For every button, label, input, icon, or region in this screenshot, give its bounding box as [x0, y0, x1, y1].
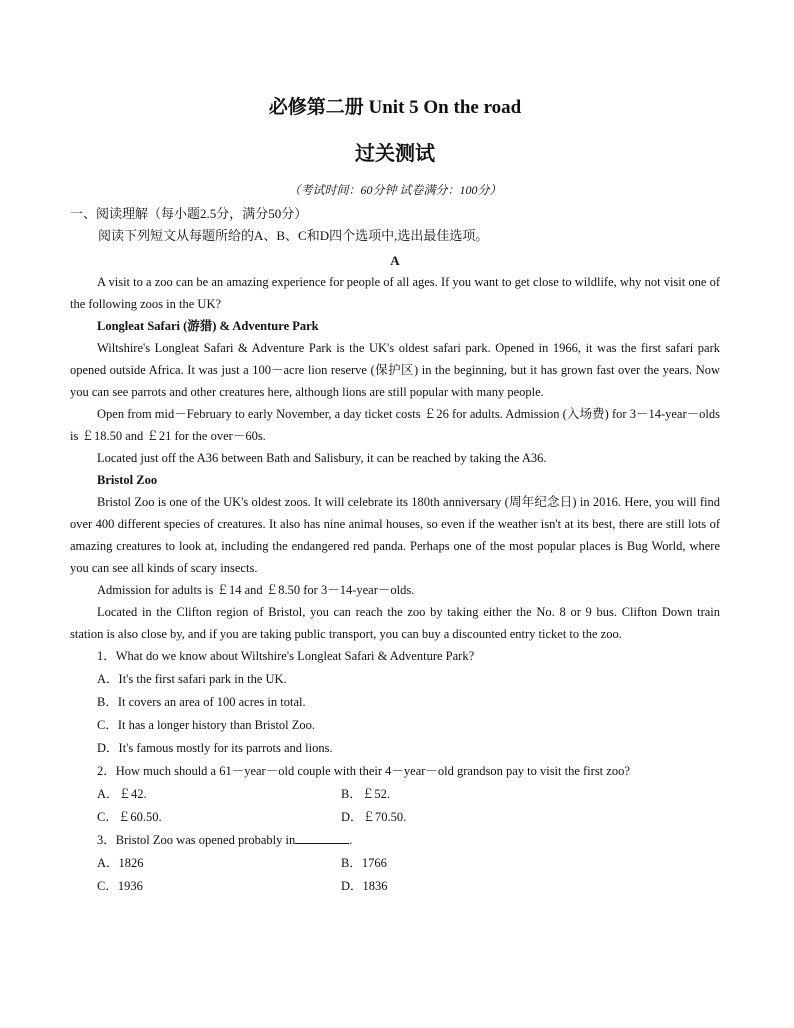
document-page	[70, 95, 720, 898]
longleat-paragraph-1: Wiltshire's Longleat Safari & Adventure Park is the UK's oldest safari park. Opened in 1966, it was the first safari park opened outside Africa. It was just a 100－acre lion reserve (保护区) in the beginning, but it has grown fast over the years. Now you can see parrots and other creatures here, although lions are still popular with many people.	[70, 341, 720, 399]
question-2-options-row-2	[70, 806, 720, 829]
section-instruction: 阅读下列短文从每题所给的A、B、C和D四个选项中,选出最佳选项。	[98, 228, 489, 243]
longleat-paragraph-3: Located just off the A36 between Bath and Salisbury, it can be reached by taking the A36.	[97, 451, 547, 465]
bristol-heading: Bristol Zoo	[97, 473, 158, 487]
question-3-option-d: D．1836	[341, 879, 388, 893]
question-3-option-b: B．1766	[341, 856, 387, 870]
longleat-paragraph-2: Open from mid－February to early November, a day ticket costs ￡26 for adults. Admission (入场费) for 3－14-year－olds is ￡18.50 and ￡21 for the over－60s.	[70, 407, 720, 443]
section-heading: 一、阅读理解（每小题2.5分，满分50分）	[70, 206, 308, 221]
question-2-stem: 2．How much should a 61－year－old couple with their 4－year－old grandson pay to visit the first zoo?	[97, 764, 630, 778]
question-1-stem: 1．What do we know about Wiltshire's Longleat Safari & Adventure Park?	[97, 649, 475, 663]
question-3-option-a: A．1826	[97, 856, 144, 870]
answer-blank	[295, 829, 349, 844]
question-3-stem-end: .	[349, 833, 353, 847]
question-3-stem-line	[70, 829, 720, 852]
question-1-option-c: C．It has a longer history than Bristol Zoo.	[97, 718, 316, 732]
question-1-option-b: B．It covers an area of 100 acres in total.	[97, 695, 306, 709]
question-3-stem: 3．Bristol Zoo was opened probably in	[97, 833, 296, 847]
bristol-paragraph-1: Bristol Zoo is one of the UK's oldest zoos. It will celebrate its 180th anniversary (周年纪念日) in 2016. Here, you will find over 400 different species of creatures. It also has nine animal houses, so even if the weather isn't at its best, there are still lots of amazing creatures to look at, including the endangered red panda. Perhaps one of the most popular places is Bug World, where you can see all kinds of scary insects.	[70, 495, 720, 575]
question-2-option-d: D．￡70.50.	[341, 810, 407, 824]
question-1-option-d: D．It's famous mostly for its parrots and lions.	[97, 741, 333, 755]
question-2-option-c: C．￡60.50.	[97, 810, 162, 824]
question-2-options-row-1	[70, 783, 720, 806]
passage-label: A	[390, 253, 400, 268]
question-3-options-row-2	[70, 875, 720, 898]
question-2-option-b: B．￡52.	[341, 787, 390, 801]
longleat-heading: Longleat Safari (游猎) & Adventure Park	[97, 319, 319, 333]
question-3-option-c: C．1936	[97, 879, 143, 893]
question-3-options-row-1	[70, 852, 720, 875]
document-subtitle: 过关测试	[355, 143, 435, 165]
bristol-paragraph-2: Admission for adults is ￡14 and ￡8.50 for 3－14-year－olds.	[97, 583, 415, 597]
passage-intro: A visit to a zoo can be an amazing experience for people of all ages. If you want to get close to wildlife, why not visit one of the following zoos in the UK?	[70, 275, 720, 311]
exam-info: （考试时间：60分钟 试卷满分：100分）	[288, 183, 502, 197]
question-2-option-a: A．￡42.	[97, 787, 147, 801]
question-1-option-a: A．It's the first safari park in the UK.	[97, 672, 287, 686]
document-title: 必修第二册 Unit 5 On the road	[268, 97, 522, 118]
bristol-paragraph-3: Located in the Clifton region of Bristol, you can reach the zoo by taking either the No. 8 or 9 bus. Clifton Down train station is also close by, and if you are taking public transport, you can buy a discounted entry ticket to the zoo.	[70, 605, 720, 641]
